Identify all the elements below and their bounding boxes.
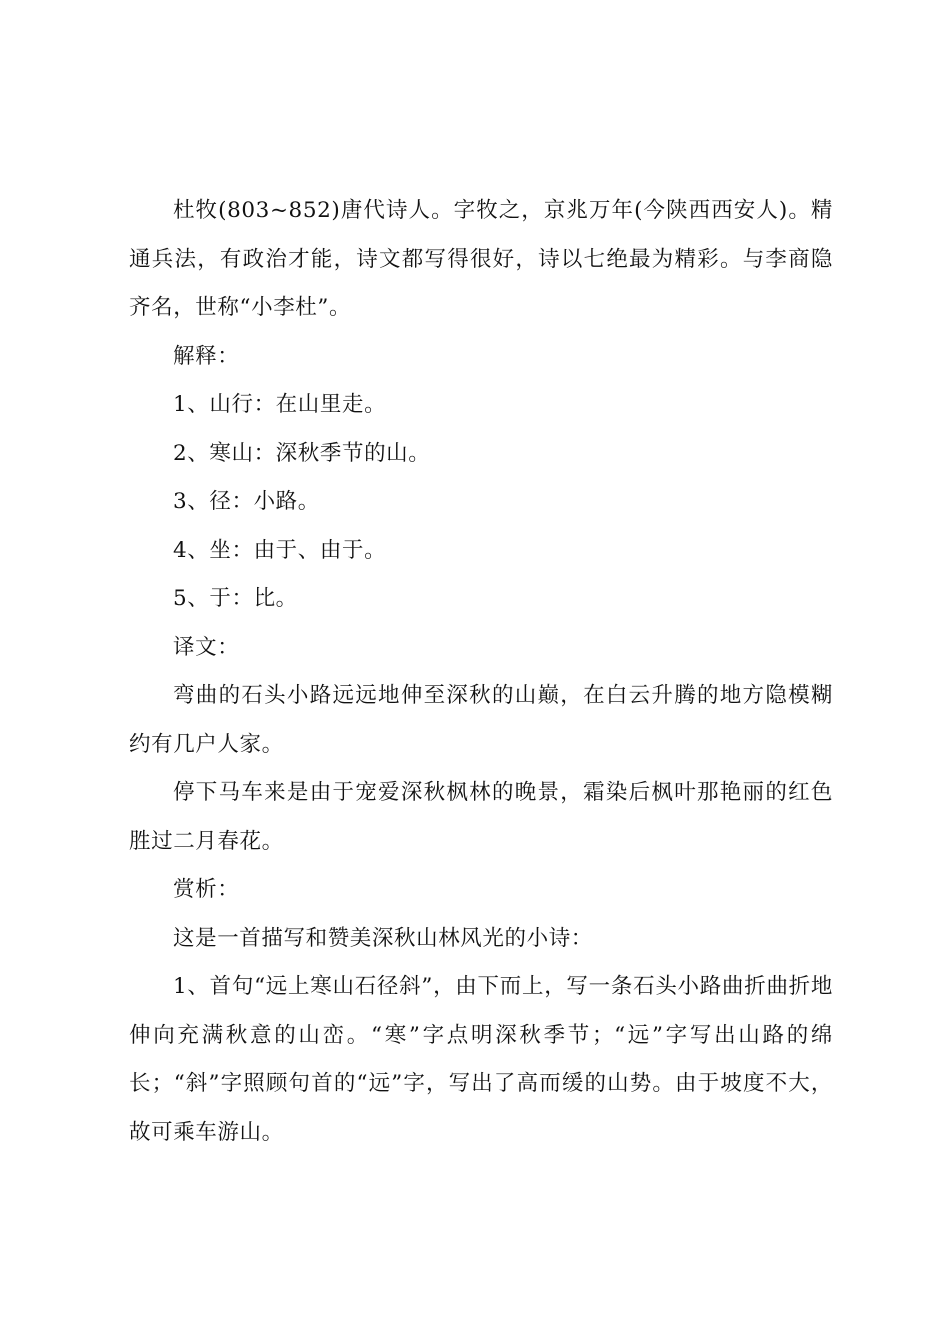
- explanation-item: 3、径：小路。: [173, 489, 320, 514]
- explanation-item: 2、寒山：深秋季节的山。: [173, 440, 431, 466]
- explanation-item: 5、于：比。: [173, 586, 298, 611]
- translation-paragraph: 停下马车来是由于宠爱深秋枫林的晚景，霜染后枫叶那艳丽的红色胜过二月春花。: [129, 780, 833, 854]
- explanation-item: 4、坐：由于、由于。: [173, 537, 387, 563]
- appreciation-heading: 赏析：: [173, 877, 240, 902]
- appreciation-paragraph: 1、首句“远上寒山石径斜”，由下而上，写一条石头小路曲折曲折地伸向充满秋意的山峦。“寒”字点明深秋季节；“远”字写出山路的绵长；“斜”字照顾句首的“远”字，写出了高而缓的山势。由于坡度不大，故可乘车游山。: [129, 974, 833, 1145]
- appreciation-intro: 这是一首描写和赞美深秋山林风光的小诗：: [173, 925, 593, 951]
- translation-paragraph: 弯曲的石头小路远远地伸至深秋的山巅，在白云升腾的地方隐模糊约有几户人家。: [129, 683, 833, 757]
- explanation-heading: 解释：: [173, 343, 240, 369]
- document-body: [129, 187, 833, 1157]
- translation-heading: 译文：: [173, 634, 240, 660]
- author-bio-paragraph: 杜牧(803~852)唐代诗人。字牧之，京兆万年(今陕西西安人)。精通兵法，有政治才能，诗文都写得很好，诗以七绝最为精彩。与李商隐齐名，世称“小李杜”。: [129, 198, 833, 320]
- explanation-item: 1、山行：在山里走。: [173, 392, 387, 417]
